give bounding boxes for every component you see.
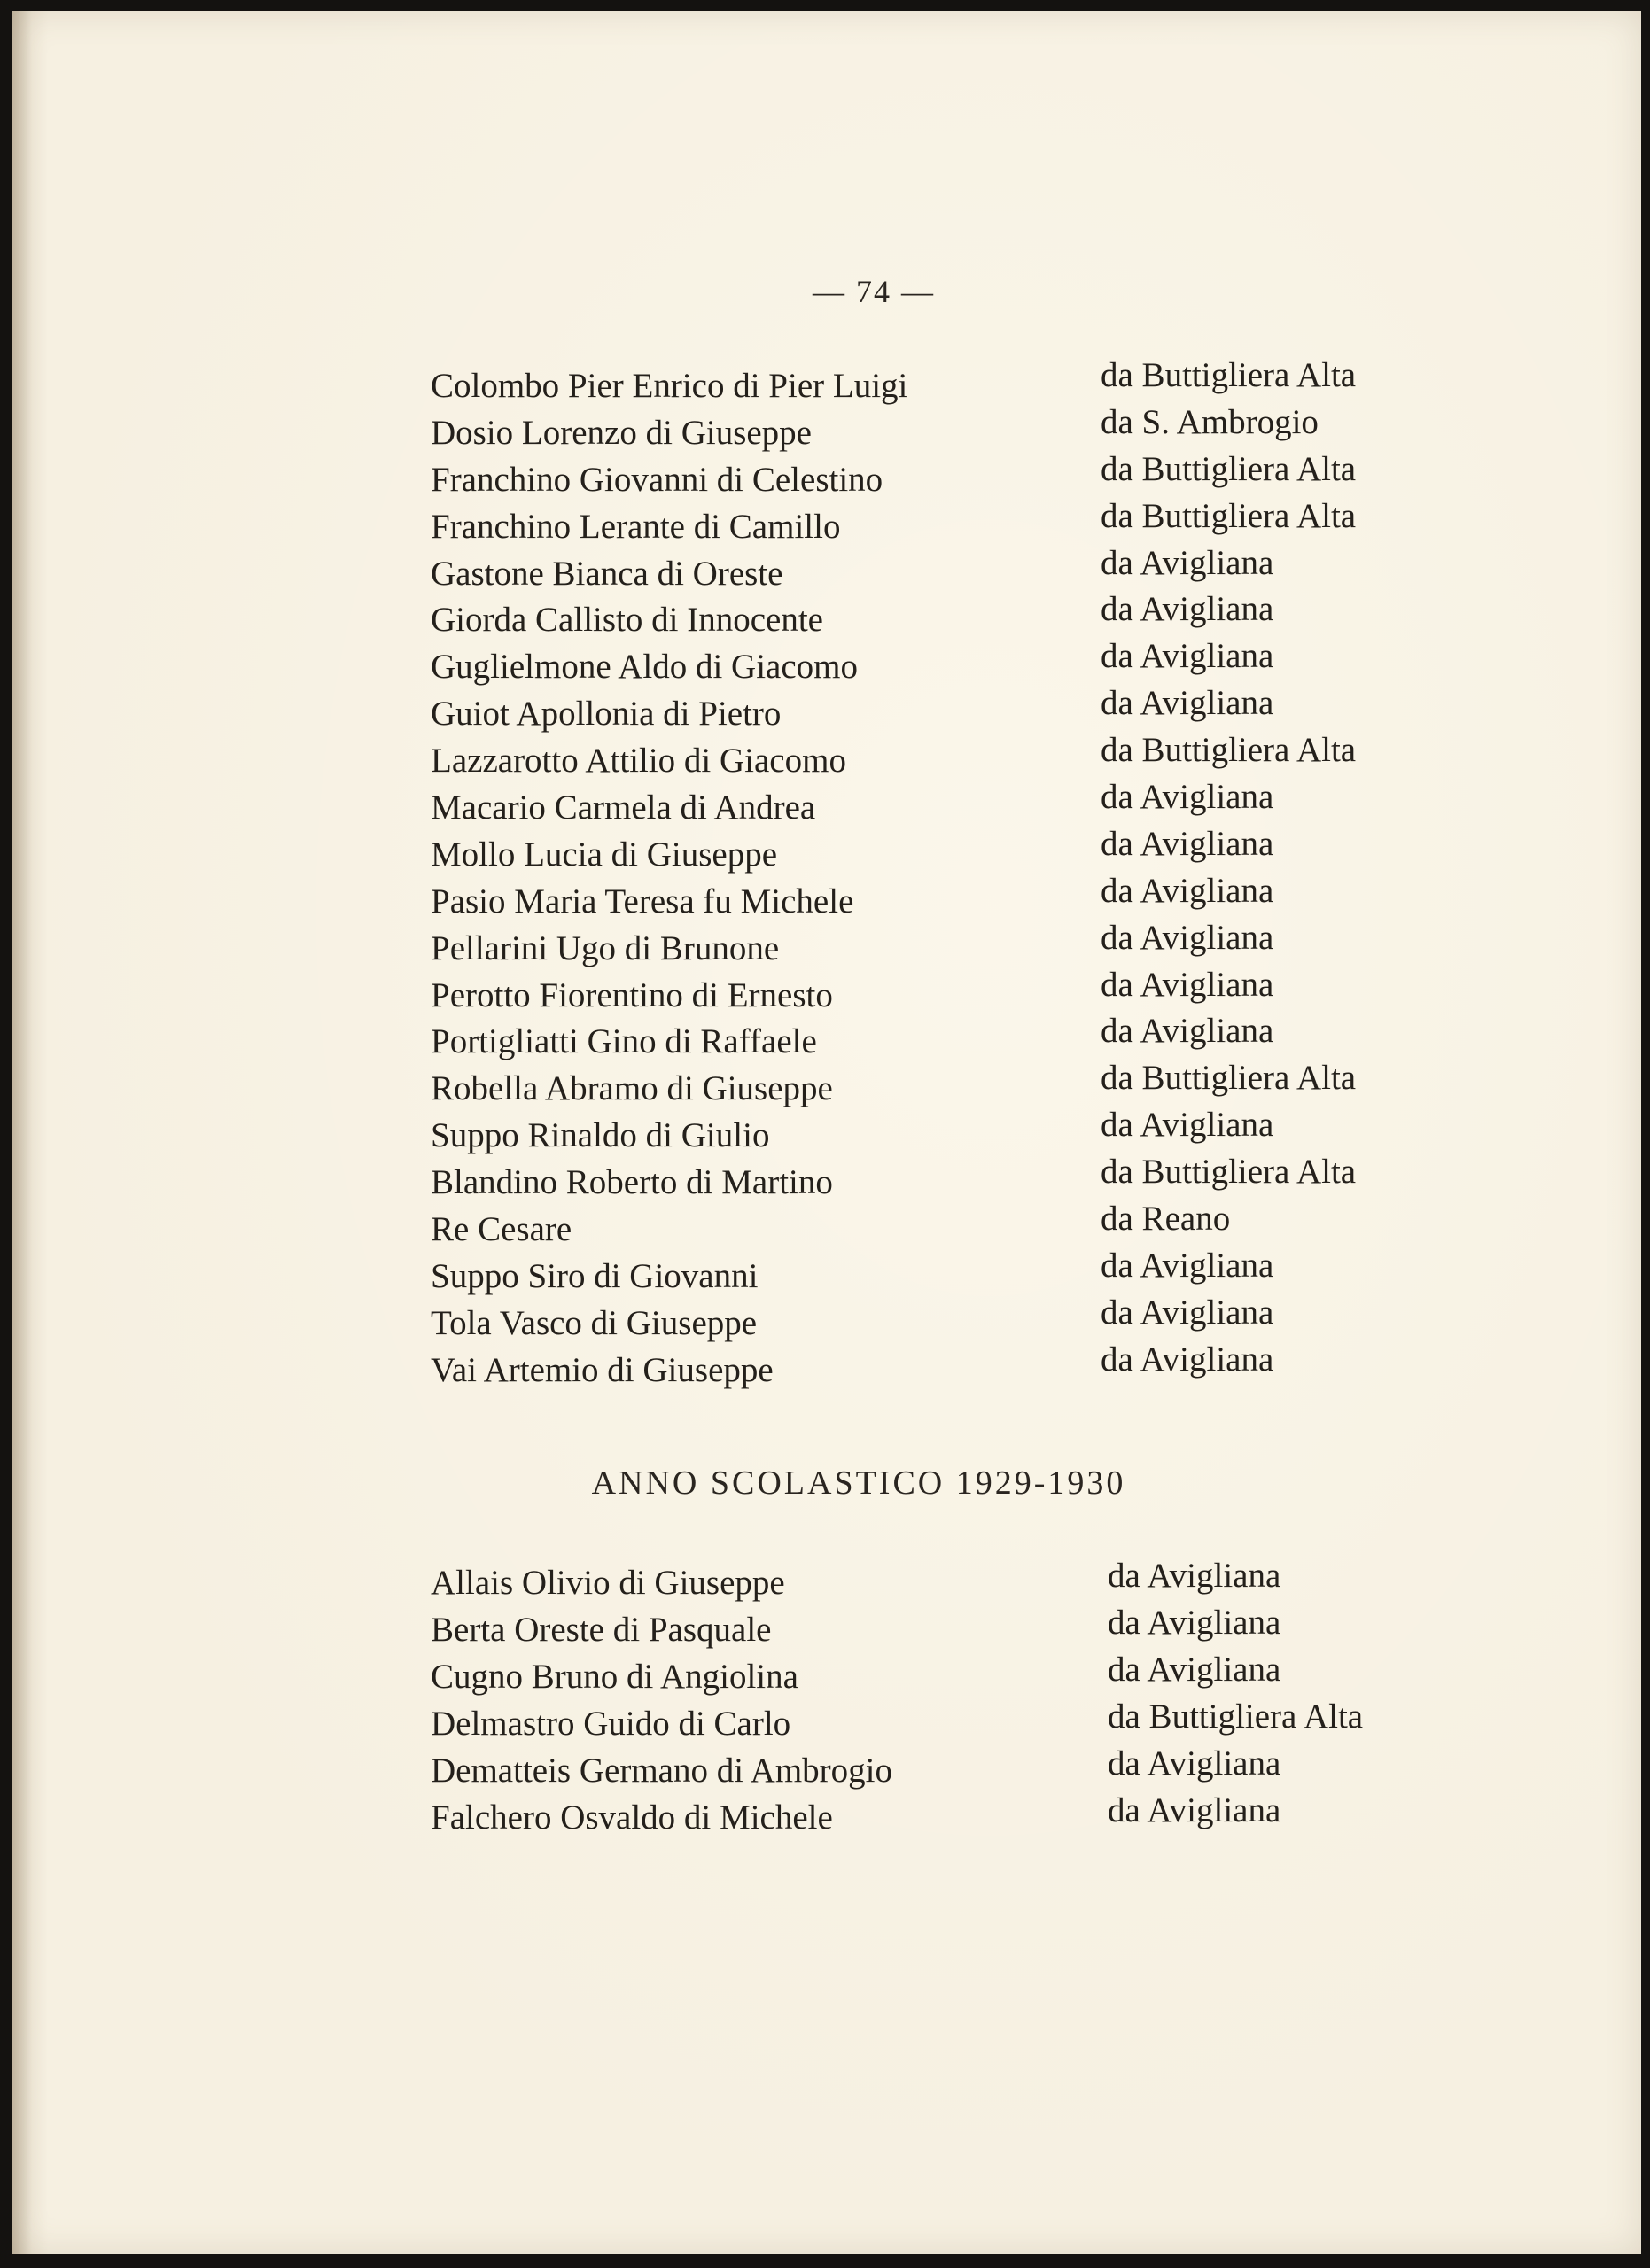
student-name: Delmastro Guido di Carlo: [431, 1705, 791, 1743]
student-name: Blandino Roberto di Martino: [431, 1163, 833, 1202]
student-origin: da Avigliana: [1108, 1651, 1281, 1689]
student-origin: da Avigliana: [1101, 871, 1274, 910]
student-name: Allais Olivio di Giuseppe: [431, 1564, 785, 1602]
student-name: Gastone Bianca di Oreste: [431, 554, 783, 593]
student-name: Cugno Bruno di Angiolina: [431, 1658, 798, 1696]
student-name: Giorda Callisto di Innocente: [431, 601, 823, 640]
student-name: Dematteis Germano di Ambrogio: [431, 1751, 892, 1790]
student-name: Guiot Apollonia di Pietro: [431, 695, 782, 734]
student-name: Lazzarotto Attilio di Giacomo: [431, 742, 846, 781]
student-origin: da Buttigliera Alta: [1101, 356, 1357, 394]
student-origin: da Buttigliera Alta: [1101, 1059, 1357, 1098]
student-name: Pellarini Ugo di Brunone: [431, 928, 780, 967]
student-name: Berta Oreste di Pasquale: [431, 1611, 772, 1649]
student-origin: da Avigliana: [1101, 637, 1274, 676]
student-origin: da Avigliana: [1108, 1744, 1281, 1783]
student-origin: da Avigliana: [1101, 1246, 1274, 1285]
student-name: Franchino Lerante di Camillo: [431, 507, 841, 546]
student-origin: da Avigliana: [1101, 1012, 1274, 1051]
student-origin: da Avigliana: [1101, 684, 1274, 723]
student-name: Re Cesare: [431, 1210, 572, 1249]
page-number: — 74 —: [813, 274, 935, 309]
student-origin: da Avigliana: [1101, 590, 1274, 629]
student-name: Mollo Lucia di Giuseppe: [431, 835, 778, 874]
book-page: [12, 11, 1641, 2254]
student-name: Robella Abramo di Giuseppe: [431, 1069, 833, 1108]
student-origin: da Avigliana: [1101, 543, 1274, 582]
student-origin: da Buttigliera Alta: [1108, 1697, 1364, 1736]
student-name: Colombo Pier Enrico di Pier Luigi: [431, 367, 908, 405]
student-origin: da Buttigliera Alta: [1101, 731, 1357, 770]
student-name: Suppo Rinaldo di Giulio: [431, 1116, 770, 1155]
student-origin: da Avigliana: [1101, 965, 1274, 1004]
student-origin: da Avigliana: [1101, 1293, 1274, 1332]
student-name: Franchino Giovanni di Celestino: [431, 460, 883, 499]
student-origin: da S. Ambrogio: [1101, 402, 1319, 441]
student-origin: da Avigliana: [1108, 1557, 1281, 1595]
student-name: Pasio Maria Teresa fu Michele: [431, 882, 854, 920]
student-origin: da Avigliana: [1101, 1106, 1274, 1145]
student-name: Perotto Fiorentino di Ernesto: [431, 975, 833, 1014]
student-name: Tola Vasco di Giuseppe: [431, 1303, 758, 1342]
section-heading: ANNO SCOLASTICO 1929-1930: [591, 1464, 1126, 1502]
student-name: Portigliatti Gino di Raffaele: [431, 1022, 817, 1061]
student-origin: da Buttigliera Alta: [1101, 496, 1357, 535]
student-origin: da Buttigliera Alta: [1101, 1153, 1357, 1192]
student-origin: da Avigliana: [1101, 824, 1274, 863]
student-name: Suppo Siro di Giovanni: [431, 1256, 759, 1295]
student-origin: da Avigliana: [1108, 1791, 1281, 1829]
student-name: Guglielmone Aldo di Giacomo: [431, 648, 859, 687]
student-origin: da Reano: [1101, 1200, 1231, 1239]
student-origin: da Avigliana: [1101, 778, 1274, 817]
student-name: Falchero Osvaldo di Michele: [431, 1798, 833, 1837]
page-binding-shadow: [12, 11, 32, 2254]
student-origin: da Avigliana: [1101, 918, 1274, 957]
student-name: Vai Artemio di Giuseppe: [431, 1350, 774, 1389]
student-name: Macario Carmela di Andrea: [431, 788, 816, 827]
student-origin: da Avigliana: [1108, 1604, 1281, 1642]
student-origin: da Avigliana: [1101, 1340, 1274, 1379]
student-origin: da Buttigliera Alta: [1101, 449, 1357, 488]
student-name: Dosio Lorenzo di Giuseppe: [431, 413, 812, 452]
